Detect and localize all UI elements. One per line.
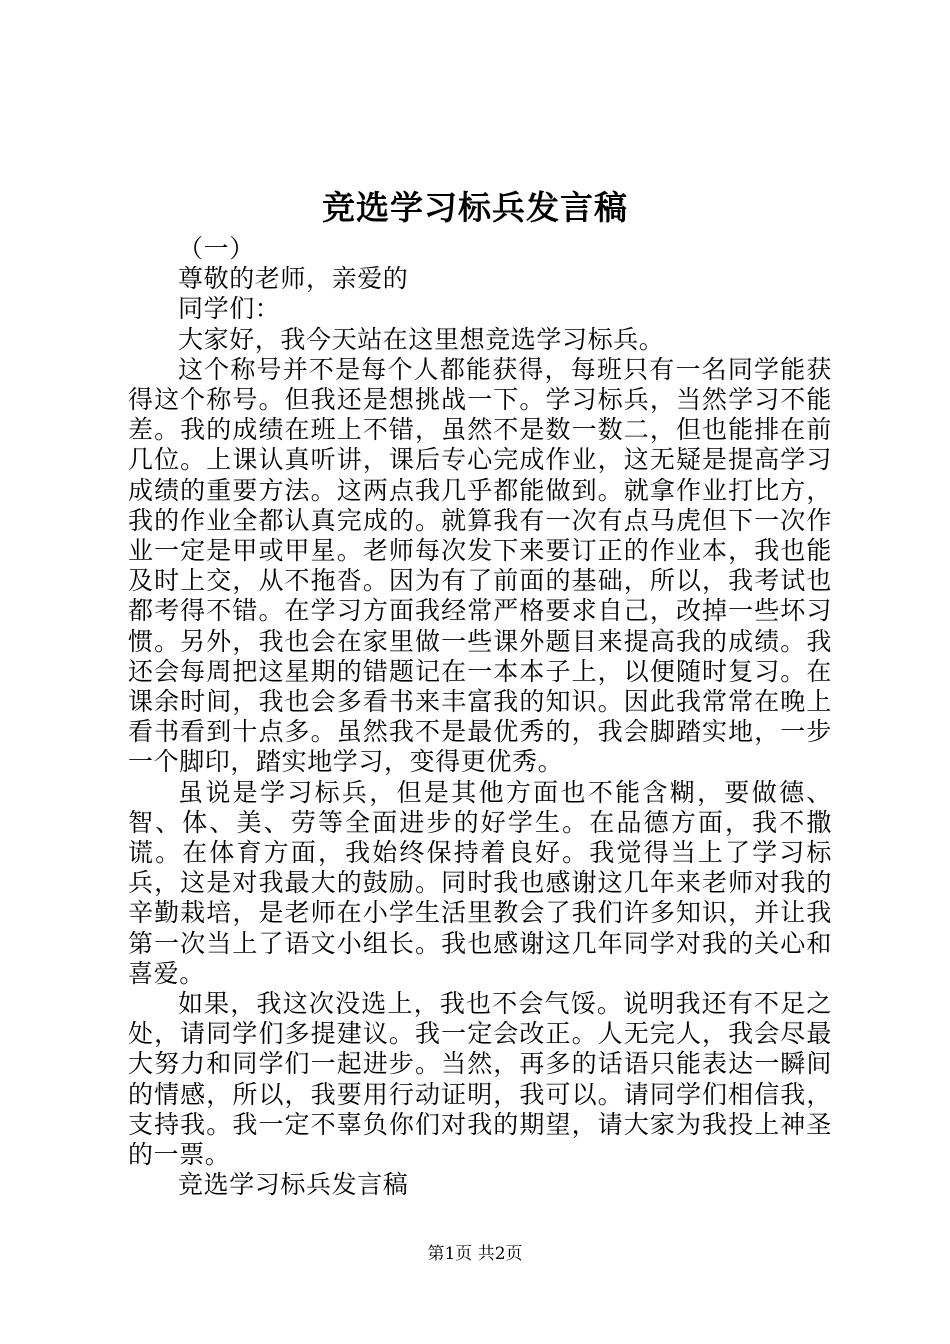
paragraph-greeting: 大家好，我今天站在这里想竞选学习标兵。	[178, 324, 665, 354]
paragraph-salutation: 尊敬的老师，亲爱的	[178, 264, 409, 294]
paragraph-section-marker: （一）	[178, 234, 255, 263]
paragraph-next-title: 竞选学习标兵发言稿	[178, 1170, 409, 1200]
document-title: 竞选学习标兵发言稿	[322, 188, 628, 227]
document-body	[128, 234, 832, 1201]
paragraph-salutation-continued: 同学们：	[178, 294, 281, 324]
paragraph-study: 这个称号并不是每个人都能获得，每班只有一名同学能获得这个称号。但我还是想挑战一下。学习标兵，当然学习不能差。我的成绩在班上不错，虽然不是数一数二，但也能排在前几位。上课认真听讲，课后专心完成作业，这无疑是提高学习成绩的重要方法。这两点我几乎都能做到。就拿作业打比方，我的作业全都认真完成的。就算我有一次有点马虎但下一次作业一定是甲或甲星。老师每次发下来要订正的作业本，我也能及时上交，从不拖沓。因为有了前面的基础，所以，我考试也都考得不错。在学习方面我经常严格要求自己，改掉一些坏习惯。另外，我也会在家里做一些课外题目来提高我的成绩。我还会每周把这星期的错题记在一本本子上，以便随时复习。在课余时间，我也会多看书来丰富我的知识。因此我常常在晚上看书看到十点多。虽然我不是最优秀的，我会脚踏实地，一步一个脚印，踏实地学习，变得更优秀。	[128, 354, 832, 777]
page-number: 第1页 共2页	[427, 1244, 523, 1264]
paragraph-closing: 如果，我这次没选上，我也不会气馁。说明我还有不足之处，请同学们多提建议。我一定会改正。人无完人，我会尽最大努力和同学们一起进步。当然，再多的话语只能表达一瞬间的情感，所以，我要用行动证明，我可以。请同学们相信我，支持我。我一定不辜负你们对我的期望，请大家为我投上神圣的一票。	[128, 989, 832, 1170]
paragraph-all-round: 虽说是学习标兵，但是其他方面也不能含糊，要做德、智、体、美、劳等全面进步的好学生。在品德方面，我不撒谎。在体育方面，我始终保持着良好。我觉得当上了学习标兵，这是对我最大的鼓励。同时我也感谢这几年来老师对我的辛勤栽培，是老师在小学生活里教会了我们许多知识，并让我第一次当上了语文小组长。我也感谢这几年同学对我的关心和喜爱。	[128, 777, 832, 988]
